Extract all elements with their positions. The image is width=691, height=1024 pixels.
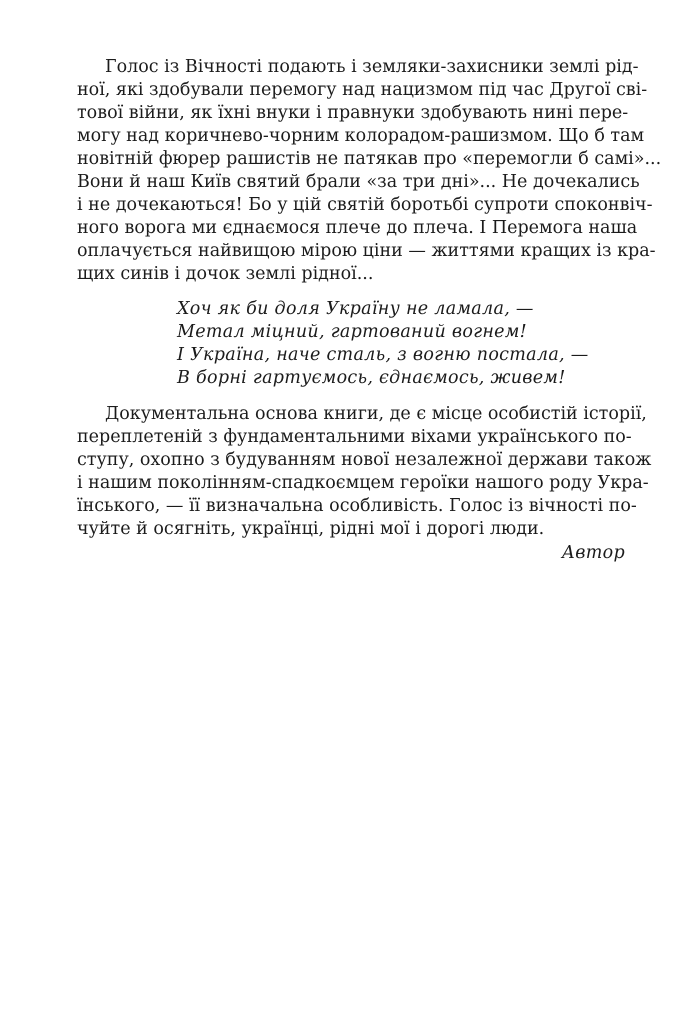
text-line: і не дочекаються! Бо у цій святій боротьбі супроти споконвіч- (77, 195, 653, 215)
author-signature: Автор (561, 543, 625, 563)
text-line: чуйте й осягніть, українці, рідні мої і дорогі люди. (77, 519, 545, 539)
text-line: ного ворога ми єднаємося плече до плеча. І Перемога наша (77, 218, 638, 238)
text-line: Хоч як би доля Україну не ламала, — (177, 299, 534, 319)
text-line: Метал міцний, гартований вогнем! (177, 322, 527, 342)
text-line: їнського, — її визначальна особливість. Голос із вічності по- (77, 496, 637, 516)
text-line: Вони й наш Київ святий брали «за три дні»... Не дочекались (77, 172, 640, 192)
text-line: оплачується найвищою мірою ціни — життями кращих із кра- (77, 241, 656, 261)
text-line: переплетеній з фундаментальними віхами українського по- (77, 427, 632, 447)
text-line: ступу, охопно з будуванням нової незалежної держави також (77, 450, 652, 470)
text-line: тової війни, як їхні внуки і правнуки здобувають нині пере- (77, 103, 629, 123)
text-line: ної, які здобували перемогу над нацизмом під час Другої сві- (77, 80, 648, 100)
text-line: Голос із Вічності подають і земляки-захисники землі рід- (105, 57, 639, 77)
text-line: В борні гартуємось, єднаємось, живем! (177, 368, 566, 388)
paragraph-closing (77, 403, 652, 541)
text-line: Документальна основа книги, де є місце особистій історії, (105, 404, 647, 424)
paragraph-opening (77, 56, 662, 286)
text-line: могу над коричнево-чорним колорадом-рашизмом. Що б там (77, 126, 645, 146)
text-line: І Україна, наче сталь, з вогню постала, — (177, 345, 589, 365)
text-line: новітній фюрер рашистів не патякав про «перемогли б самі»... (77, 149, 662, 169)
text-line: щих синів і дочок землі рідної... (77, 264, 374, 284)
verse-quote (177, 298, 625, 390)
text-line: і нашим поколінням-спадкоємцем героїки нашого роду Укра- (77, 473, 649, 493)
